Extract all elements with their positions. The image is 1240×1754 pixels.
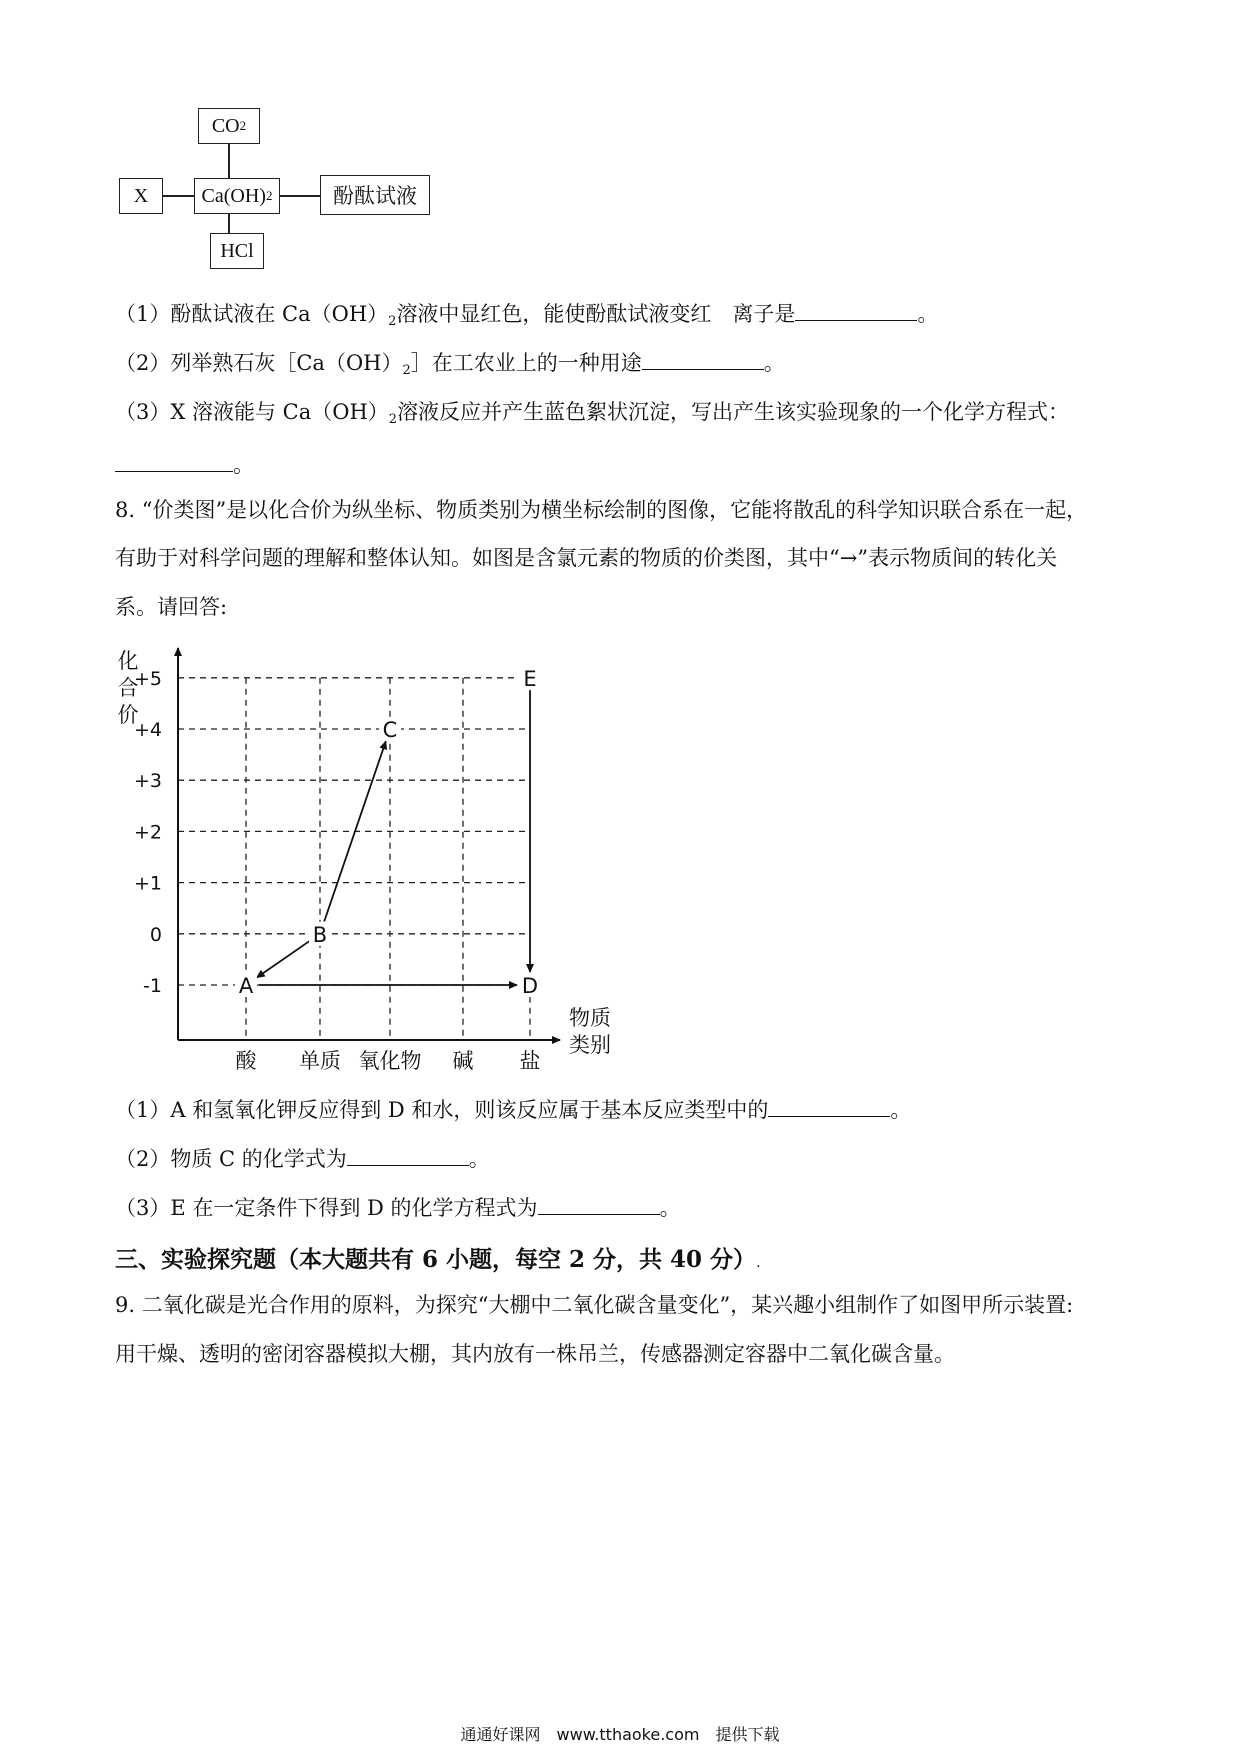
x-category-label: 盐: [519, 1049, 541, 1073]
section-3-heading: [115, 1241, 761, 1274]
q8-p3-end: 。: [659, 1196, 681, 1220]
x-category-label: 碱: [452, 1049, 474, 1073]
y-tick-label: +3: [133, 770, 162, 793]
phenolphthalein-label: 酚酞试液: [333, 184, 417, 208]
y-tick-label: +5: [133, 667, 162, 690]
caoh2-label: Ca(OH): [201, 184, 266, 207]
chart-labels: [118, 649, 612, 1073]
q8-part-2: [115, 1144, 490, 1174]
q8-intro-line-2: 有助于对科学问题的理解和整体认知。如图是含氯元素的物质的价类图，其中“→”表示物质间的转化关: [115, 546, 1058, 570]
answer-blank[interactable]: [768, 1096, 890, 1117]
q7-p1-subscript: 2: [388, 314, 397, 329]
x-category-label: 氧化物: [358, 1049, 422, 1073]
section-3-heading-text: 三、实验探究题（本大题共有 6 小题，每空 2 分，共 40 分）: [115, 1246, 757, 1273]
y-tick-label: +2: [133, 821, 162, 844]
y-tick-label: -1: [143, 975, 162, 997]
q8-part-3: [115, 1193, 681, 1223]
point-c: C: [382, 718, 398, 742]
answer-blank[interactable]: [538, 1194, 660, 1215]
q7-p2-end: 。: [763, 351, 785, 375]
q7-p1-text-a: （1）酚酞试液在 Ca（OH）: [115, 302, 389, 326]
q8-p1-end: 。: [890, 1098, 912, 1122]
x-axis-title-line-2: 类别: [569, 1033, 611, 1057]
q8-p2-end: 。: [468, 1147, 490, 1171]
x-axis-title-line-1: 物质: [569, 1006, 611, 1030]
y-tick-label: 0: [149, 923, 162, 946]
q7-p3-text-b: 溶液反应并产生蓝色絮状沉淀，写出产生该实验现象的一个化学方程式：: [397, 400, 1070, 424]
q7-p3-text-a: （3）X 溶液能与 Ca（OH）: [115, 400, 389, 424]
q7-p3-subscript: 2: [388, 412, 398, 427]
page-footer: 通通好课网 www.tthaoke.com 提供下载: [460, 1725, 780, 1744]
q7-p2-subscript: 2: [402, 363, 411, 378]
y-tick-label: +1: [133, 872, 162, 895]
q7-p1-end: 。: [917, 302, 939, 326]
q9-line-1: 9. 二氧化碳是光合作用的原料，为探究“大棚中二氧化碳含量变化”，某兴趣小组制作了如图甲所示装置:: [115, 1293, 1074, 1317]
answer-blank[interactable]: [347, 1145, 469, 1166]
x-category-label: 酸: [235, 1049, 257, 1073]
hcl-label: HCl: [220, 239, 254, 262]
y-axis-title-char: 合: [117, 676, 139, 700]
q8-p2-text: （2）物质 C 的化学式为: [115, 1147, 347, 1171]
q8-part-1: [115, 1095, 911, 1125]
co2-label: CO: [211, 114, 240, 137]
q8-intro-line-3: 系。请回答:: [115, 595, 228, 619]
section-3-heading-tail: .: [756, 1255, 761, 1271]
q7-p1-text-b: 溶液中显红色，能使酚酞试液变红 离子是: [396, 302, 796, 326]
caoh2-subscript: 2: [265, 188, 273, 203]
x-category-label: 单质: [299, 1049, 341, 1073]
co2-subscript: 2: [239, 118, 247, 133]
q7-p2-text-a: （2）列举熟石灰［Ca（OH）: [115, 351, 403, 375]
point-d: D: [521, 974, 539, 998]
point-b: B: [312, 922, 328, 947]
q8-p1-text: （1）A 和氢氧化钾反应得到 D 和水，则该反应属于基本反应类型中的: [115, 1098, 769, 1122]
q7-p3-end: 。: [233, 453, 254, 477]
point-a: A: [238, 974, 254, 998]
arrow-b-to-a: [257, 941, 310, 977]
x-label: X: [133, 184, 149, 207]
q7-p2-text-b: ］在工农业上的一种用途: [410, 351, 642, 375]
y-axis-title-char: 价: [117, 703, 139, 727]
q8-p3-text: （3）E 在一定条件下得到 D 的化学方程式为: [115, 1196, 538, 1220]
q9-line-2: 用干燥、透明的密闭容器模拟大棚，其内放有一株吊兰，传感器测定容器中二氧化碳含量。: [115, 1342, 955, 1366]
q8-intro-line-1: 8. “价类图”是以化合价为纵坐标、物质类别为横坐标绘制的图像，它能将散乱的科学知识联合系在一起，: [115, 498, 1088, 522]
y-tick-label: +4: [133, 719, 162, 741]
point-e: E: [523, 666, 537, 691]
y-axis-title-char: 化: [117, 649, 139, 673]
